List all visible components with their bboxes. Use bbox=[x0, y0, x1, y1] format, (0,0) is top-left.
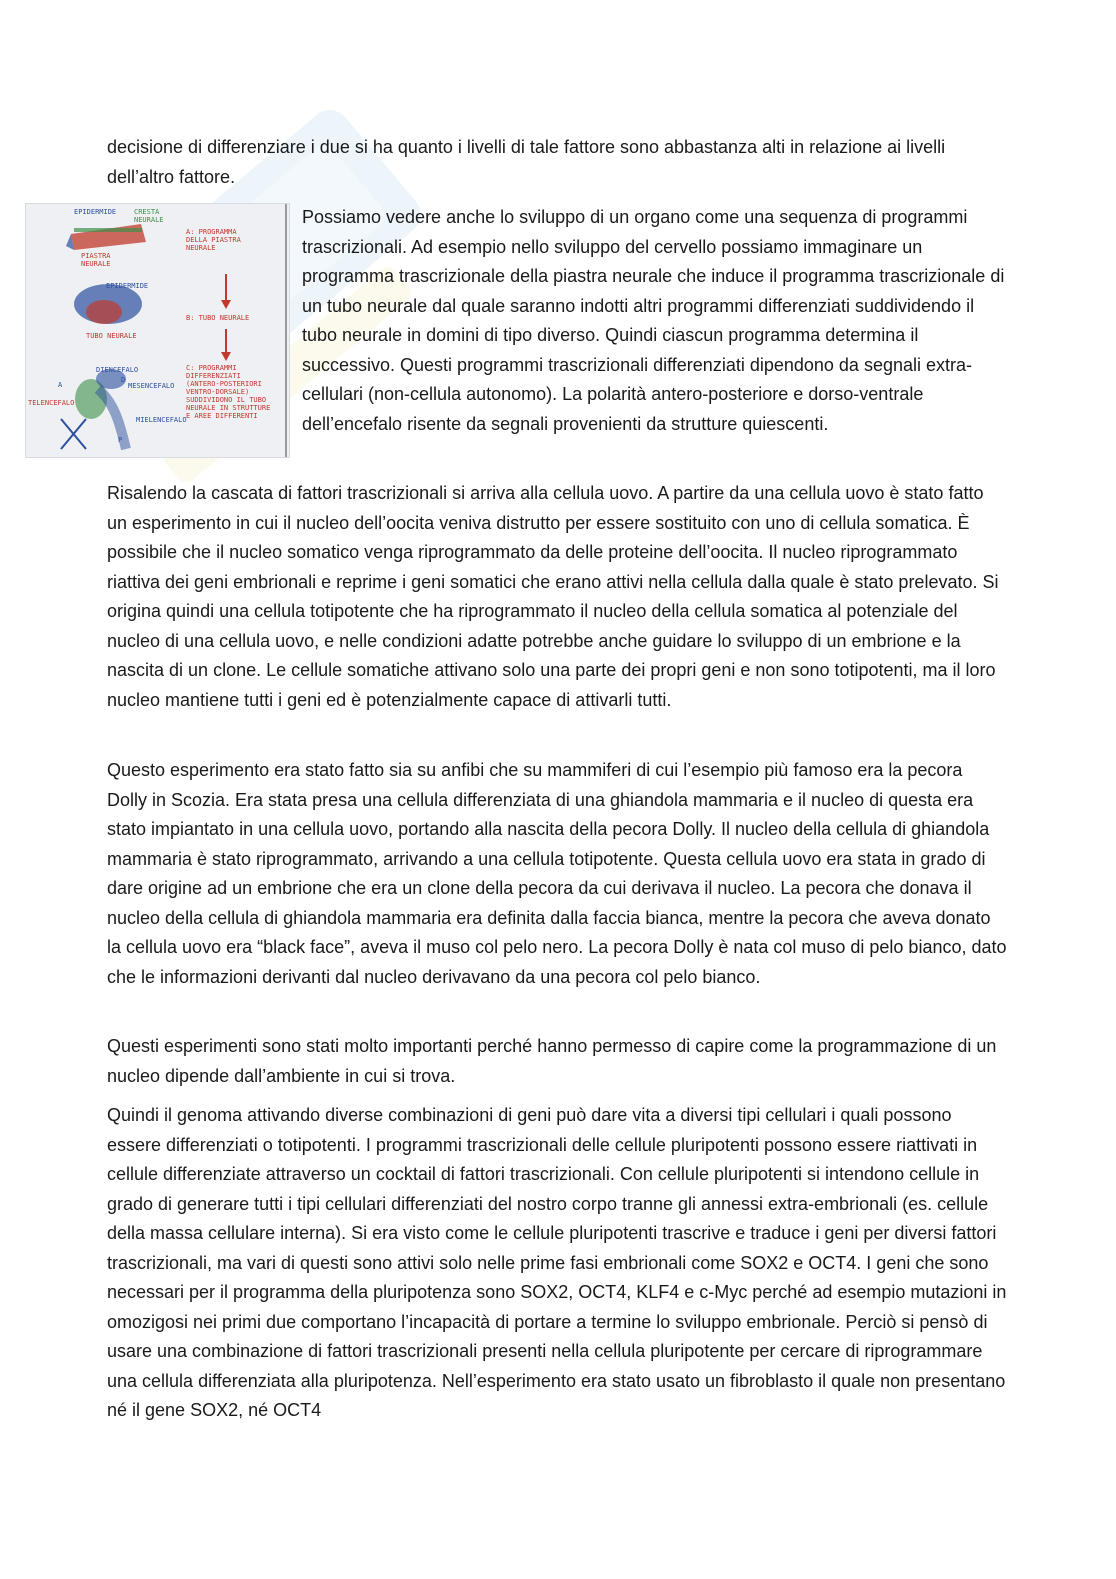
label-epidermide-mid: EPIDERMIDE bbox=[106, 282, 149, 290]
paragraph-pluripotency: Quindi il genoma attivando diverse combinazioni di geni può dare vita a diversi tipi cellulari i quali possono essere differenziati o totipotenti. I programmi trascrizionali delle cellule pluripotenti possono essere riattivati in cellule differenziate attraverso un cocktail di fattori trascrizionali. Con cellule pluripotenti si intendono cellule in grado di generare tutti i tipi cellulari differenziati del nostro corpo tranne gli annessi extra-embrionali (es. cellule della massa cellulare interna). Si era visto come le cellule pluripotenti trascrive e traduce i geni per diversi fattori trascrizionali, ma vari di questi sono attivi solo nelle prime fasi embrionali come SOX2 e OCT4. I geni che sono necessari per il programma della pluripotenza sono SOX2, OCT4, KLF4 e c-Myc perché ad esempio mutazioni in omozigosi nei primi due comportano l’incapacità di portare a termine lo sviluppo embrionale. Perciò si pensò di usare una combinazione di fattori trascrizionali presenti nella cellula pluripotente per cercare di riprogrammare una cellula differenziata alla pluripotenza. Nell’esperimento era stato usato un fibroblasto il quale non presentano né il gene SOX2, né OCT4 bbox=[107, 1105, 1007, 1420]
label-axis-a: A bbox=[58, 381, 63, 389]
paragraph-dolly-sheep: Questo esperimento era stato fatto sia su anfibi che su mammiferi di cui l’esempio più famoso era la pecora Dolly in Scozia. Era stata presa una cellula differenziata di una ghiandola mammaria e il nucleo di questa era stato impiantato in una cellula uovo, portando alla nascita della pecora Dolly. Il nucleo della cellula di ghiandola mammaria è stato riprogrammato, arrivando a una cellula totipotente. Questa cellula uovo era stata in grado di dare origine ad un embrione che era un clone della pecora da cui derivava il nucleo. La pecora che donava il nucleo della cellula di ghiandola mammaria era definita dalla faccia bianca, mentre la pecora che aveva donato la cellula uovo era “black face”, aveva il muso col pelo nero. La pecora Dolly è nata col muso di pelo bianco, dato che le informazioni derivanti dal nucleo derivavano da una pecora col pelo bianco. bbox=[107, 760, 1007, 987]
label-epidermide-top: EPIDERMIDE bbox=[74, 208, 117, 216]
label-diencefalo: DIENCEFALO bbox=[96, 366, 139, 374]
label-telencefalo: TELENCEFALO bbox=[28, 399, 75, 407]
label-cresta-neurale: CRESTA NEURALE bbox=[134, 208, 164, 224]
label-step-a: A: PROGRAMMA DELLA PIASTRA NEURALE bbox=[186, 228, 241, 252]
paragraph-organ-development: Possiamo vedere anche lo sviluppo di un organo come una sequenza di programmi trascrizionali. Ad esempio nello sviluppo del cervello possiamo immaginare un programma trascrizionale della piastra neurale che induce il programma trascrizionale di un tubo neurale dal quale saranno indotti altri programmi differenziati suddividendo il tubo neurale in domini di tipo diverso. Quindi ciascun programma determina il successivo. Questi programmi trascrizionali differenziati dipendono da segnali extra-cellulari (non-cellula autonomo). La polarità antero-posteriore e dorso-ventrale dell’encefalo risente da segnali provenienti da strutture quiescenti. bbox=[302, 207, 1005, 434]
label-step-b: B: TUBO NEURALE bbox=[186, 314, 250, 322]
paragraph-intro-continuation: decisione di differenziare i due si ha quanto i livelli di tale fattore sono abbastanza alti in relazione ai livelli dell’altro fattore. bbox=[107, 137, 946, 187]
paragraph-nuclear-transfer: Risalendo la cascata di fattori trascrizionali si arriva alla cellula uovo. A partire da una cellula uovo è stato fatto un esperimento in cui il nucleo dell’oocita veniva distrutto per essere sostituito con uno di cellula somatica. È possibile che il nucleo somatico venga riprogrammato da delle proteine dell’oocita. Il nucleo riprogrammato riattiva dei geni embrionali e reprime i geni somatici che erano attivi nella cellula dalla quale è stato prelevato. Si origina quindi una cellula totipotente che ha riprogrammato il nucleo della cellula somatica al potenziale del nucleo di una cellula uovo, e nelle condizioni adatte potrebbe anche guidare lo sviluppo di un embrione e la nascita di un clone. Le cellule somatiche attivano solo una parte dei propri geni e non sono totipotenti, ma il loro nucleo mantiene tutti i geni ed è potenzialmente capace di attivarli tutti. bbox=[107, 483, 999, 710]
brain-development-figure bbox=[25, 203, 290, 458]
paragraph-importance: Questi esperimenti sono stati molto importanti perché hanno permesso di capire come la programmazione di un nucleo dipende dall’ambiente in cui si trova. bbox=[107, 1036, 997, 1086]
label-tubo-neurale: TUBO NEURALE bbox=[86, 332, 137, 340]
label-mesencefalo: MESENCEFALO bbox=[128, 382, 175, 390]
label-axis-p: P bbox=[118, 436, 123, 444]
label-piastra-neurale: PIASTRA NEURALE bbox=[81, 252, 111, 268]
label-axis-d: D bbox=[121, 376, 126, 384]
label-mielencefalo: MIELENCEFALO bbox=[136, 416, 187, 424]
label-step-c: C: PROGRAMMI DIFFERENZIATI (ANTERO-POSTERIORI VENTRO-DORSALE) SUDDIVIDONO IL TUBO NEURALE IN STRUTTURE E AREE DIFFERENTI bbox=[186, 364, 271, 420]
